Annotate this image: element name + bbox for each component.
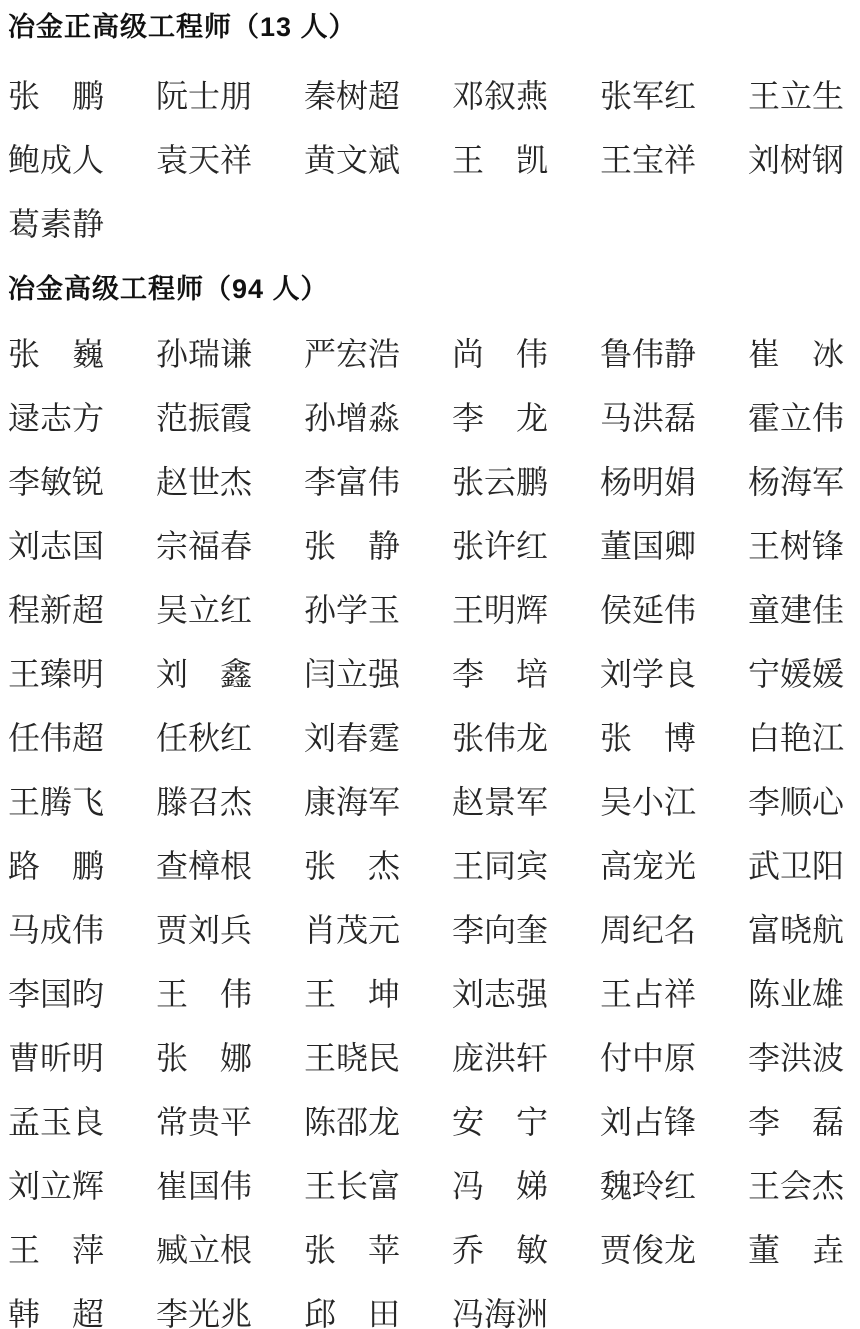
person-name: 冯 娣: [452, 1168, 549, 1204]
person-name: 王宝祥: [600, 142, 697, 178]
person-name: 李向奎: [452, 912, 549, 948]
person-name: 刘立辉: [8, 1168, 105, 1204]
person-name: 张 巍: [8, 336, 105, 372]
person-name: 贾俊龙: [600, 1232, 697, 1268]
person-name: 陈业雄: [748, 976, 845, 1012]
person-name: 鲍成人: [8, 142, 105, 178]
person-name: 刘学良: [600, 656, 697, 692]
person-name: 常贵平: [156, 1104, 253, 1140]
person-name: 韩 超: [8, 1296, 105, 1329]
person-name: 孟玉良: [8, 1104, 105, 1140]
person-name: 庞洪轩: [452, 1040, 549, 1076]
person-name: 肖茂元: [304, 912, 401, 948]
person-name: 乔 敏: [452, 1232, 549, 1268]
person-name: 王 坤: [304, 976, 401, 1012]
person-name: 王立生: [748, 78, 845, 114]
person-name: 王长富: [304, 1168, 401, 1204]
person-name: 张 静: [304, 528, 401, 564]
person-name: 袁天祥: [156, 142, 253, 178]
person-name: 闫立强: [304, 656, 401, 692]
person-name: 李敏锐: [8, 464, 105, 500]
person-name: 王同宾: [452, 848, 549, 884]
person-name: 安 宁: [452, 1104, 549, 1140]
person-name: 魏玲红: [600, 1168, 697, 1204]
person-name: 宗福春: [156, 528, 253, 564]
person-name: 李富伟: [304, 464, 401, 500]
person-name: 赵景军: [452, 784, 549, 820]
person-name: 崔国伟: [156, 1168, 253, 1204]
person-name: 滕召杰: [156, 784, 253, 820]
person-name: 李光兆: [156, 1296, 253, 1329]
name-grid-1: [8, 64, 852, 256]
person-name: 王树锋: [748, 528, 845, 564]
person-name: 王会杰: [748, 1168, 845, 1204]
person-name: 马成伟: [8, 912, 105, 948]
person-name: 康海军: [304, 784, 401, 820]
person-name: 臧立根: [156, 1232, 253, 1268]
person-name: 张 娜: [156, 1040, 253, 1076]
name-grid-2: [8, 322, 852, 1329]
person-name: 崔 冰: [748, 336, 845, 372]
person-name: 尚 伟: [452, 336, 549, 372]
section-senior-engineers: [8, 272, 852, 1329]
person-name: 程新超: [8, 592, 105, 628]
person-name: 王 萍: [8, 1232, 105, 1268]
person-name: 鲁伟静: [600, 336, 697, 372]
person-name: 李洪波: [748, 1040, 845, 1076]
person-name: 张 博: [600, 720, 697, 756]
person-name: 路 鹏: [8, 848, 105, 884]
section-senior-professor-engineers: [8, 10, 852, 256]
person-name: 严宏浩: [304, 336, 401, 372]
person-name: 李 培: [452, 656, 549, 692]
person-name: 刘志国: [8, 528, 105, 564]
person-name: 曹昕明: [8, 1040, 105, 1076]
person-name: 王明辉: [452, 592, 549, 628]
person-name: 张许红: [452, 528, 549, 564]
person-name: 周纪名: [600, 912, 697, 948]
person-name: 霍立伟: [748, 400, 845, 436]
person-name: 李 龙: [452, 400, 549, 436]
person-name: 杨明娟: [600, 464, 697, 500]
person-name: 邓叙燕: [452, 78, 549, 114]
person-name: 王 伟: [156, 976, 253, 1012]
person-name: 张云鹏: [452, 464, 549, 500]
person-name: 董 垚: [748, 1232, 845, 1268]
person-name: 付中原: [600, 1040, 697, 1076]
person-name: 贾刘兵: [156, 912, 253, 948]
section-heading-2: 冶金高级工程师（94 人）: [8, 274, 329, 304]
person-name: 任秋红: [156, 720, 253, 756]
person-name: 李 磊: [748, 1104, 845, 1140]
person-name: 张军红: [600, 78, 697, 114]
person-name: 赵世杰: [156, 464, 253, 500]
person-name: 刘树钢: [748, 142, 845, 178]
person-name: 武卫阳: [748, 848, 845, 884]
person-name: 王臻明: [8, 656, 105, 692]
person-name: 孙瑞谦: [156, 336, 253, 372]
person-name: 张伟龙: [452, 720, 549, 756]
person-name: 吴立红: [156, 592, 253, 628]
person-name: 童建佳: [748, 592, 845, 628]
person-name: 张 杰: [304, 848, 401, 884]
person-name: 富晓航: [748, 912, 845, 948]
person-name: 范振霞: [156, 400, 253, 436]
person-name: 陈邵龙: [304, 1104, 401, 1140]
person-name: 李顺心: [748, 784, 845, 820]
person-name: 查樟根: [156, 848, 253, 884]
person-name: 葛素静: [8, 206, 105, 242]
person-name: 刘志强: [452, 976, 549, 1012]
person-name: 刘占锋: [600, 1104, 697, 1140]
person-name: 王晓民: [304, 1040, 401, 1076]
person-name: 刘春霆: [304, 720, 401, 756]
person-name: 黄文斌: [304, 142, 401, 178]
person-name: 张 鹏: [8, 78, 105, 114]
person-name: 冯海洲: [452, 1296, 549, 1329]
section-heading-1: 冶金正高级工程师（13 人）: [8, 12, 357, 42]
person-name: 阮士朋: [156, 78, 253, 114]
person-name: 侯延伟: [600, 592, 697, 628]
person-name: 张 苹: [304, 1232, 401, 1268]
person-name: 马洪磊: [600, 400, 697, 436]
person-name: 任伟超: [8, 720, 105, 756]
person-name: 王占祥: [600, 976, 697, 1012]
person-name: 逯志方: [8, 400, 105, 436]
person-name: 吴小江: [600, 784, 697, 820]
person-name: 杨海军: [748, 464, 845, 500]
person-name: 孙增淼: [304, 400, 401, 436]
person-name: 高宠光: [600, 848, 697, 884]
person-name: 李国昀: [8, 976, 105, 1012]
person-name: 董国卿: [600, 528, 697, 564]
person-name: 王腾飞: [8, 784, 105, 820]
person-name: 白艳江: [748, 720, 845, 756]
person-name: 秦树超: [304, 78, 401, 114]
person-name: 宁媛媛: [748, 656, 845, 692]
person-name: 邱 田: [304, 1296, 401, 1329]
person-name: 刘 鑫: [156, 656, 253, 692]
person-name: 王 凯: [452, 142, 549, 178]
person-name: 孙学玉: [304, 592, 401, 628]
